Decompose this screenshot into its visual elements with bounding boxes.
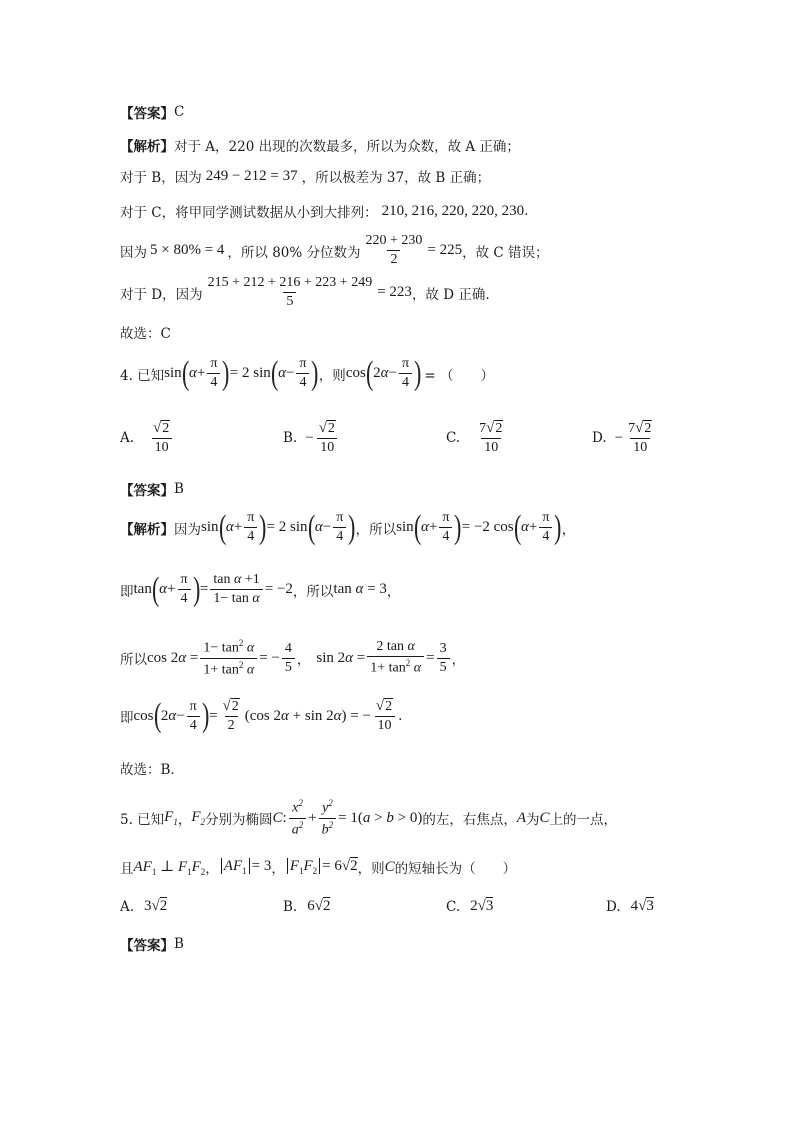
q3-analysis-line-5 bbox=[120, 275, 490, 310]
q4-select-line bbox=[120, 758, 184, 778]
numerator: π bbox=[189, 698, 197, 714]
q4-option-b bbox=[283, 420, 341, 456]
math: α bbox=[189, 365, 197, 381]
q4-option-d bbox=[592, 420, 657, 456]
paren: ) bbox=[348, 508, 356, 546]
text: ，则 bbox=[318, 367, 346, 384]
math: + bbox=[196, 365, 206, 381]
q5-stem-line-1 bbox=[120, 798, 617, 838]
q4-option-c bbox=[446, 420, 508, 456]
denominator: $1+ \tan^2 \alpha$ bbox=[367, 656, 424, 677]
text: ， bbox=[205, 861, 219, 877]
option-value: 3√2 bbox=[144, 898, 168, 914]
numerator: π bbox=[336, 510, 344, 525]
math: 2α− bbox=[160, 707, 185, 724]
text: 因为 bbox=[174, 521, 201, 538]
numerator: $y^2$ bbox=[322, 798, 333, 816]
fraction bbox=[210, 572, 262, 607]
fraction bbox=[200, 638, 257, 678]
radicand: 2 bbox=[322, 898, 331, 914]
numerator: π bbox=[401, 356, 410, 371]
math: 2α− bbox=[373, 365, 397, 381]
text: ， bbox=[177, 812, 192, 829]
q4-analysis-line-4 bbox=[120, 698, 402, 734]
denominator: 10 bbox=[152, 438, 172, 456]
paren: ( bbox=[151, 570, 160, 608]
numerator: √ 2 bbox=[153, 420, 170, 436]
numerator: π bbox=[210, 356, 218, 371]
option-value: 6√2 bbox=[307, 898, 331, 914]
text: 即 bbox=[120, 583, 134, 600]
fraction bbox=[178, 572, 191, 607]
option-letter: D. bbox=[606, 898, 621, 915]
math: $F_2$ bbox=[191, 809, 206, 828]
denominator: 4 bbox=[539, 527, 552, 545]
coefficient: 2 bbox=[470, 898, 478, 914]
denominator: 5 bbox=[283, 292, 296, 310]
text: 对于 C，将甲同学测试数据从小到大排列： bbox=[120, 205, 378, 221]
math: 210, 216, 220, 220, 230 bbox=[381, 202, 525, 219]
fraction bbox=[437, 641, 450, 676]
math: tan α = 3 bbox=[333, 581, 387, 597]
denominator: 1− tan α bbox=[210, 589, 262, 607]
numerator: 4 bbox=[284, 640, 292, 656]
text: ，所以 bbox=[355, 521, 397, 538]
text: 分别为椭圆 bbox=[205, 812, 273, 829]
math: sin bbox=[396, 519, 414, 535]
numerator: π bbox=[442, 510, 450, 525]
numerator: √ 2 bbox=[222, 698, 239, 714]
analysis-text: 对于 A，220 出现的次数最多，所以为众数，故 A 正确； bbox=[174, 139, 520, 155]
math: = − bbox=[259, 649, 280, 666]
coefficient: 7 bbox=[628, 421, 636, 436]
text: ，故 D 正确. bbox=[411, 286, 490, 303]
math: A bbox=[516, 809, 526, 826]
text: ，故 C 错误； bbox=[462, 244, 549, 261]
text: 因为 bbox=[120, 244, 147, 261]
math: cos bbox=[133, 707, 154, 724]
text: ，所以 80% 分位数为 bbox=[227, 244, 361, 261]
q5-option-d bbox=[606, 898, 654, 915]
paren: ( bbox=[307, 508, 315, 546]
coefficient: 4 bbox=[630, 898, 639, 914]
option-value: 2√3 bbox=[470, 898, 494, 914]
numerator: 7 √ 2 bbox=[628, 420, 652, 436]
math: = 2 sin bbox=[229, 365, 271, 381]
math: + bbox=[528, 519, 538, 535]
paren: ) bbox=[311, 354, 319, 392]
q5-option-b bbox=[283, 898, 330, 915]
math: 5 × 80% = 4 bbox=[150, 242, 225, 258]
numerator: π bbox=[542, 510, 550, 525]
fraction bbox=[373, 698, 396, 734]
numerator: √ 2 bbox=[375, 698, 393, 714]
option-letter: B. bbox=[283, 430, 298, 446]
math: − bbox=[285, 365, 295, 381]
fraction bbox=[363, 233, 426, 268]
denominator: 5 bbox=[282, 658, 295, 676]
option-letter: A. bbox=[120, 430, 135, 446]
denominator: 10 bbox=[375, 716, 395, 734]
answer-tag: 【答案】 bbox=[120, 938, 174, 954]
fraction bbox=[439, 510, 452, 545]
fraction bbox=[333, 510, 346, 545]
denominator: 4 bbox=[178, 589, 191, 607]
math: α bbox=[159, 581, 168, 597]
fraction bbox=[289, 798, 307, 838]
fraction bbox=[296, 356, 309, 391]
math: sin 2α = bbox=[316, 649, 366, 666]
q4-analysis-line-2 bbox=[120, 572, 400, 607]
q5-stem-line-2 bbox=[120, 857, 516, 877]
q3-select-line bbox=[120, 322, 171, 342]
paren: ( bbox=[270, 354, 279, 392]
math: + bbox=[167, 581, 176, 597]
denominator: 4 bbox=[244, 527, 257, 545]
radicand: 2 bbox=[495, 421, 503, 436]
q4-option-a bbox=[120, 420, 175, 456]
text: 为 bbox=[526, 812, 540, 829]
q5-option-a bbox=[120, 898, 167, 915]
math: = 2 sin bbox=[266, 519, 308, 535]
denominator: 4 bbox=[399, 373, 412, 391]
fraction bbox=[220, 698, 243, 734]
math: = bbox=[209, 707, 218, 724]
text: ， bbox=[561, 521, 576, 538]
paren: ) bbox=[201, 697, 210, 734]
math: = bbox=[426, 649, 435, 666]
radicand: 2 bbox=[644, 421, 652, 436]
denominator: 5 bbox=[437, 658, 450, 676]
math: 249 − 212 = 37 bbox=[205, 167, 298, 184]
option-letter: D. bbox=[592, 430, 607, 446]
math: α bbox=[278, 365, 286, 381]
text: ，则 bbox=[357, 861, 385, 877]
text: 且 bbox=[120, 861, 134, 877]
fraction bbox=[282, 641, 295, 676]
paren: ) bbox=[554, 508, 562, 546]
sign: − bbox=[614, 429, 624, 446]
math: $F_1F_2 = 6√2$ bbox=[285, 858, 358, 876]
fraction bbox=[539, 510, 552, 545]
paren: ( bbox=[181, 354, 190, 392]
coefficient: 7 bbox=[479, 421, 487, 436]
text: ， bbox=[386, 583, 401, 600]
text: 即 bbox=[120, 710, 134, 726]
fraction bbox=[316, 420, 339, 456]
q3-analysis-line-4 bbox=[120, 233, 549, 268]
numerator: 215 + 212 + 216 + 223 + 249 bbox=[207, 275, 373, 290]
fraction bbox=[150, 420, 173, 456]
numerator: 7 √ 2 bbox=[479, 420, 503, 436]
math: (cos 2α + sin 2α) = − bbox=[244, 707, 371, 724]
fraction bbox=[187, 699, 200, 734]
question-number: 5. 已知 bbox=[120, 812, 165, 829]
select-text: 故选：C bbox=[120, 326, 171, 342]
denominator: $b^2$ bbox=[319, 818, 337, 839]
q4-answer-line bbox=[120, 479, 184, 499]
text: 的短轴长为（ ） bbox=[394, 861, 517, 877]
fraction bbox=[367, 639, 424, 677]
math: + bbox=[308, 809, 317, 826]
numerator: 2 tan α bbox=[376, 639, 415, 655]
text: ，所以 bbox=[292, 583, 334, 600]
denominator: 4 bbox=[187, 716, 200, 734]
fraction bbox=[244, 510, 257, 545]
option-letter: C. bbox=[446, 898, 461, 915]
radicand: 2 bbox=[162, 421, 170, 436]
fraction bbox=[625, 420, 655, 456]
numerator: 3 bbox=[439, 640, 447, 656]
numerator: $1- \tan^2 \alpha$ bbox=[203, 638, 255, 656]
denominator: $a^2$ bbox=[289, 818, 307, 839]
denominator: 10 bbox=[630, 438, 650, 456]
text: 的左，右焦点， bbox=[422, 812, 517, 829]
denominator: 2 bbox=[387, 250, 400, 268]
math: $AF_1$ ⊥ $F_1F_2$ bbox=[133, 859, 206, 877]
numerator: 220 + 230 bbox=[365, 233, 423, 248]
math: + bbox=[428, 519, 438, 535]
paren: ) bbox=[192, 570, 200, 608]
denominator: $1+ \tan^2 \alpha$ bbox=[200, 658, 257, 679]
denominator: 4 bbox=[296, 373, 309, 391]
text: ，所以极差为 37，故 B 正确； bbox=[301, 170, 491, 186]
math: = bbox=[199, 581, 209, 597]
math: = −2 bbox=[264, 581, 293, 597]
math: cos bbox=[345, 365, 366, 381]
denominator: 4 bbox=[207, 373, 220, 391]
q3-analysis-line-3 bbox=[120, 201, 528, 221]
q3-analysis-line-1 bbox=[120, 135, 520, 155]
answer-value: B bbox=[174, 936, 184, 952]
math: + bbox=[233, 519, 243, 535]
math: = 223 bbox=[377, 284, 412, 300]
math: = 225 bbox=[427, 242, 463, 258]
numerator: π bbox=[247, 510, 255, 525]
text: . bbox=[398, 708, 403, 724]
paren: ) bbox=[259, 508, 267, 546]
math: C bbox=[539, 809, 550, 826]
analysis-tag: 【解析】 bbox=[120, 139, 174, 155]
sign: − bbox=[305, 429, 314, 446]
fraction bbox=[319, 798, 337, 838]
q3-answer-line bbox=[120, 102, 184, 122]
denominator: 4 bbox=[439, 527, 452, 545]
math: sin bbox=[164, 365, 182, 381]
math: tan bbox=[133, 581, 152, 597]
answer-tag: 【答案】 bbox=[120, 106, 174, 122]
option-letter: A. bbox=[120, 898, 135, 915]
fraction bbox=[205, 275, 376, 310]
radicand: 2 bbox=[159, 898, 168, 914]
answer-value: C bbox=[174, 104, 185, 120]
numerator: tan α +1 bbox=[213, 572, 260, 587]
text: 上的一点， bbox=[549, 812, 618, 829]
text: 对于 B，因为 bbox=[120, 170, 202, 186]
numerator: π bbox=[180, 572, 188, 587]
radicand: 3 bbox=[646, 898, 654, 914]
paren: ) bbox=[414, 354, 422, 392]
denominator: 4 bbox=[333, 527, 346, 545]
math: α bbox=[225, 519, 234, 535]
text: 所以 bbox=[120, 652, 147, 669]
numerator: π bbox=[299, 356, 307, 371]
numerator: √ 2 bbox=[318, 420, 335, 436]
math: sin bbox=[201, 519, 219, 535]
answer-tag: 【答案】 bbox=[120, 483, 174, 499]
math: C bbox=[272, 809, 283, 826]
math: C bbox=[384, 858, 395, 875]
option-letter: C. bbox=[446, 430, 461, 446]
paren: ( bbox=[513, 508, 522, 546]
math: α bbox=[420, 519, 429, 535]
select-text: 故选：B． bbox=[120, 762, 184, 778]
q5-answer-line bbox=[120, 934, 184, 954]
q5-option-c bbox=[446, 898, 493, 915]
option-letter: B. bbox=[283, 898, 298, 915]
text: . bbox=[524, 203, 529, 219]
paren: ( bbox=[413, 508, 422, 546]
text: 对于 D，因为 bbox=[120, 286, 203, 303]
paren: ( bbox=[153, 697, 161, 734]
fraction bbox=[399, 356, 412, 391]
math: $AF_1 = 3$ bbox=[219, 858, 272, 876]
coefficient: 3 bbox=[144, 898, 152, 914]
text: = （ ） bbox=[424, 367, 494, 384]
coefficient: 6 bbox=[307, 898, 315, 914]
math: α bbox=[520, 519, 529, 535]
q4-analysis-line-1 bbox=[120, 510, 575, 545]
paren: ( bbox=[365, 354, 374, 392]
paren: ) bbox=[222, 354, 230, 392]
fraction bbox=[207, 356, 220, 391]
math: − bbox=[322, 519, 332, 535]
q4-analysis-line-3 bbox=[120, 638, 465, 678]
q4-stem bbox=[120, 356, 494, 391]
analysis-tag: 【解析】 bbox=[120, 521, 174, 538]
radicand: 3 bbox=[485, 898, 494, 914]
text: ， bbox=[271, 861, 285, 877]
paren: ) bbox=[454, 508, 462, 546]
numerator: $x^2$ bbox=[292, 798, 303, 816]
q3-analysis-line-2 bbox=[120, 166, 490, 186]
math: = 1(a > b > 0) bbox=[338, 809, 423, 826]
math: cos 2α = bbox=[147, 649, 199, 666]
text: ， bbox=[451, 652, 466, 669]
answer-value: B bbox=[174, 481, 184, 497]
fraction bbox=[476, 420, 506, 456]
radicand: 2 bbox=[327, 421, 335, 436]
option-value: 4√3 bbox=[630, 898, 654, 914]
question-number: 4. 已知 bbox=[120, 367, 165, 384]
text: ， bbox=[296, 652, 311, 669]
math: α bbox=[314, 519, 323, 535]
denominator: 2 bbox=[225, 716, 238, 734]
math: $F_1$ bbox=[164, 809, 178, 828]
denominator: 10 bbox=[481, 438, 501, 456]
paren: ( bbox=[218, 508, 226, 546]
math: : bbox=[282, 809, 287, 826]
denominator: 10 bbox=[317, 438, 337, 456]
math: = −2 cos bbox=[461, 519, 514, 535]
